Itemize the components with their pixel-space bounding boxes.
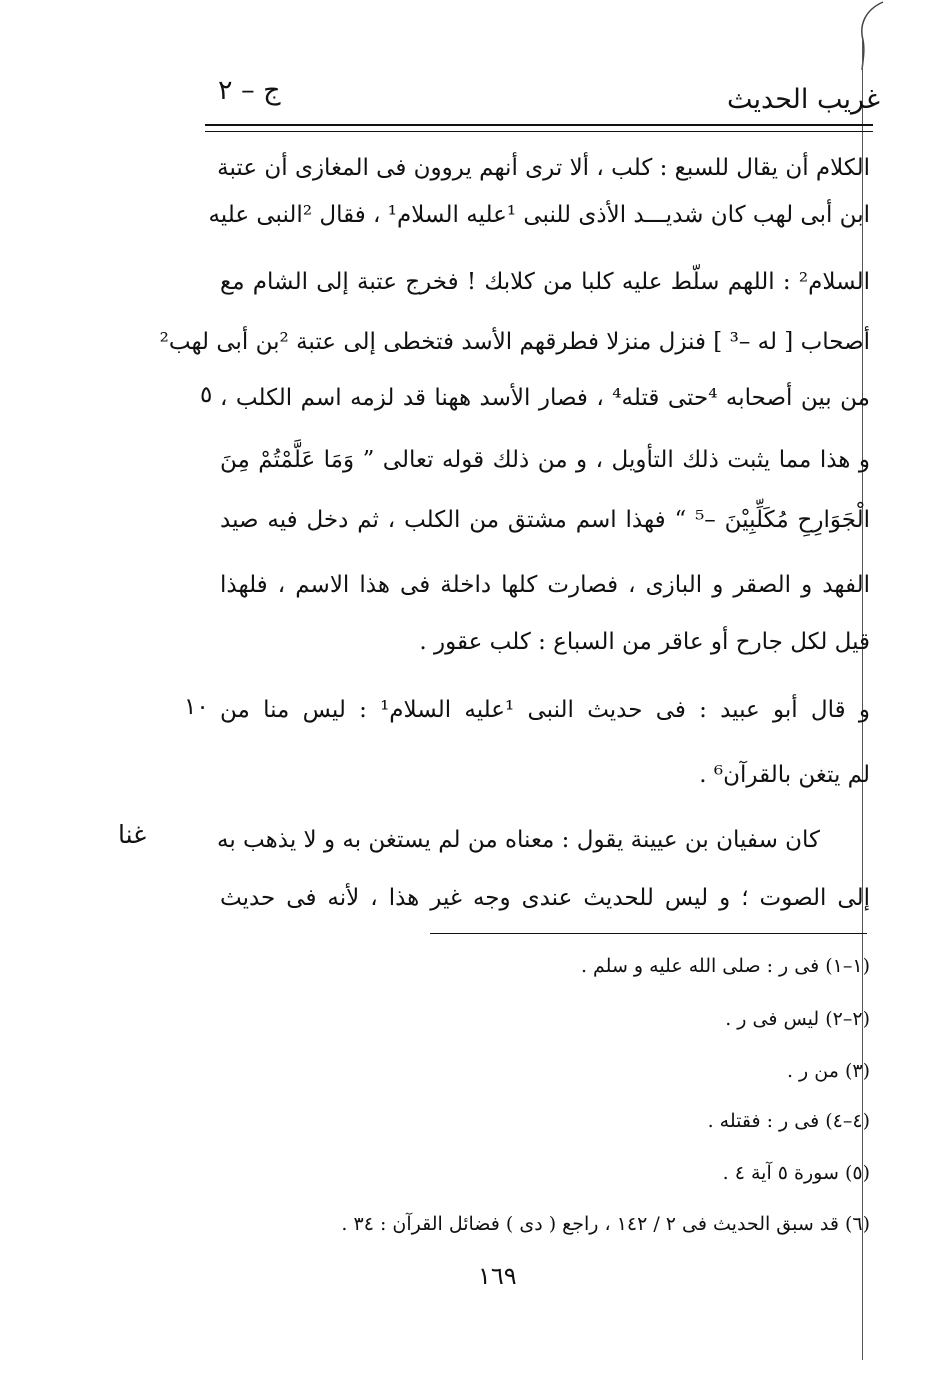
body-line: و هذا مما يثبت ذلك التأويل ، و من ذلك قوله تعالى ” وَمَا عَلَّمْتُمْ مِنَ: [220, 447, 870, 473]
line-number: ١٠: [184, 694, 209, 720]
body-line: كان سفيان بن عيينة يقول : معناه من لم يستغن به و لا يذهب به: [216, 827, 820, 853]
header-rule-thin: [205, 131, 873, 132]
page-number: ١٦٩: [478, 1262, 517, 1290]
body-line: لم يتغن بالقرآن⁶ .: [699, 762, 870, 788]
body-line: الْجَوَارِحِ مُكَلِّبِيْنَ –⁵ “ فهذا اسم مشتق من الكلب ، ثم دخل فيه صيد: [220, 507, 870, 533]
volume-label: ج – ٢: [218, 75, 281, 106]
footnote: (٥) سورة ٥ آية ٤ .: [722, 1162, 870, 1184]
body-line: الكلام أن يقال للسبع : كلب ، ألا ترى أنهم يروون فى المغازى أن عتبة: [217, 155, 870, 181]
footnote-rule: [430, 933, 867, 934]
body-line: السلام² : اللهم سلّط عليه كلبا من كلابك ! فخرج عتبة إلى الشام مع: [220, 269, 870, 295]
body-line: إلى الصوت ؛ و ليس للحديث عندى وجه غير هذا ، لأنه فى حديث: [220, 885, 870, 911]
body-line: أصحاب [ له –³ ] فنزل منزلا فطرقهم الأسد فتخطى إلى عتبة ²بن أبى لهب²: [159, 329, 870, 355]
body-line: و قال أبو عبيد : فى حديث النبى ¹عليه السلام¹ : ليس منا من: [220, 697, 870, 723]
line-number: ٥: [200, 382, 213, 408]
body-line: ابن أبى لهب كان شديـــد الأذى للنبى ¹عليه السلام¹ ، فقال ²النبى عليه: [208, 202, 870, 228]
body-line: الفهد و الصقر و البازى ، فصارت كلها داخلة فى هذا الاسم ، فلهذا: [220, 572, 870, 598]
margin-note: غنا: [118, 820, 147, 849]
footnote: (٣) من ر .: [786, 1060, 870, 1082]
header-rule: [205, 124, 873, 126]
footnote: (٢–٢) ليس فى ر .: [725, 1008, 870, 1030]
page-edge-curl: [855, 0, 885, 70]
body-line: قيل لكل جارح أو عاقر من السباع : كلب عقور .: [419, 629, 870, 655]
body-line: من بين أصحابه ⁴حتى قتله⁴ ، فصار الأسد ههنا قد لزمه اسم الكلب ،: [220, 385, 870, 411]
footnote: (٦) قد سبق الحديث فى ٢ / ١٤٢ ، راجع ( دى ) فضائل القرآن : ٣٤ .: [341, 1213, 870, 1235]
running-title: غريب الحديث: [727, 84, 880, 115]
footnote: (١–١) فى ر : صلى الله عليه و سلم .: [580, 955, 870, 977]
footnote: (٤–٤) فى ر : فقتله .: [707, 1110, 870, 1132]
